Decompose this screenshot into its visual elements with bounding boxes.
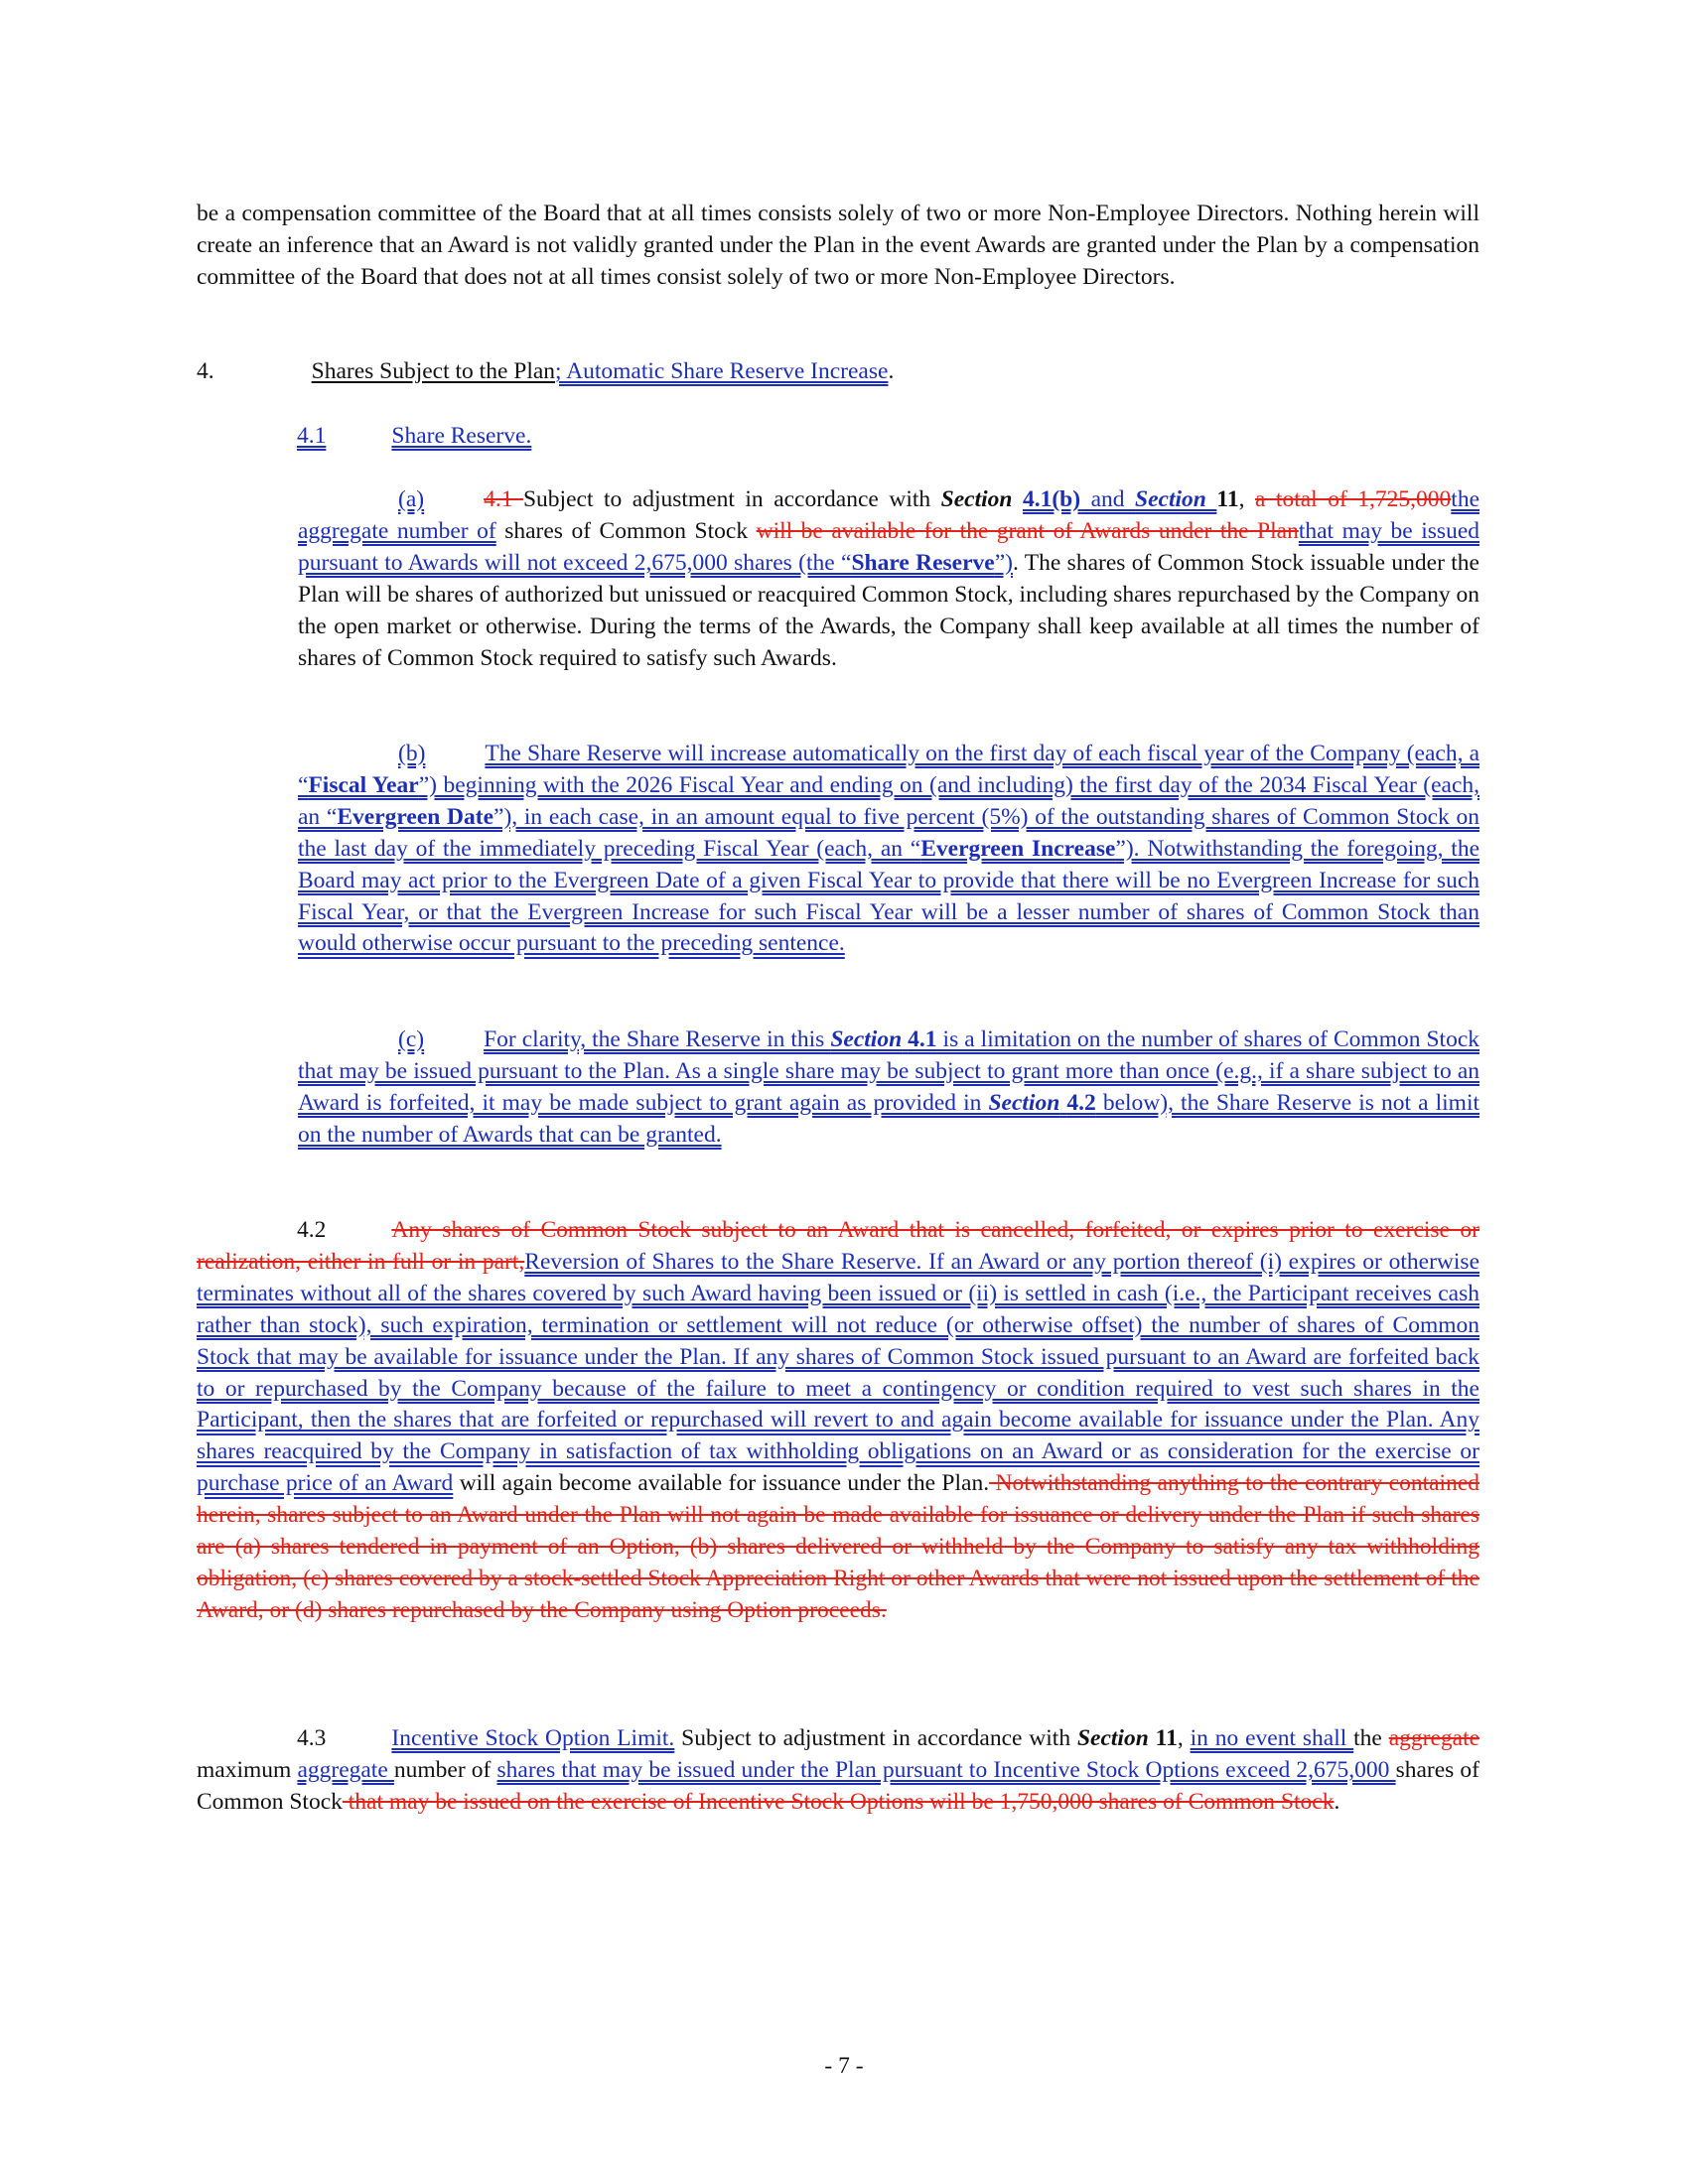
cross-reference-4-1-b: 4.1(b) [1022,486,1081,512]
section-word: Section [830,1026,903,1052]
section-4-1-b [298,739,1479,960]
section-4-1-a-label: (a) [398,486,425,512]
text-run: will again become available for issuance under the Plan. [453,1470,990,1497]
text-run: is a limitation on the number of shares of Common Stock that may be issued pursuant to the Plan. As a single share may be subject to grant more than once (e.g., if a share subject to an Award is forfeited, it may be made subject to grant again as provided in [298,1026,1480,1116]
cross-reference-4-1: 4.1 [908,1026,937,1052]
text-run: maximum [197,1756,298,1783]
inserted-text: ”) [994,549,1013,576]
text-run: number of [393,1756,497,1783]
inserted-text: and [1080,486,1136,512]
deleted-text: will be available for the grant of Awards under the Plan [756,517,1299,544]
inserted-text: shares that may be issued under the Plan pursuant to Incentive Stock Options exceed 2,675,000 [496,1756,1396,1783]
text-run: . [1334,1788,1340,1815]
section-4-heading [197,356,1479,388]
section-4-title-insertion: ; Automatic Share Reserve Increase [555,358,889,384]
intro-text: be a compensation committee of the Board that at all times consists solely of two or more Non-Employee Directors. Nothing herein will create an inference that an Award is not validly granted under the Plan in the event Awards are granted under the Plan by a compensation committee of the Board that does not at all times consist solely of two or more Non-Employee Directors. [197,201,1479,290]
section-4-3 [197,1723,1479,1819]
defined-term-evergreen-date: Evergreen Date [337,803,494,830]
section-4-3-title: Incentive Stock Option Limit. [391,1725,675,1751]
deleted-text: aggregate [1388,1725,1480,1751]
section-4-1-b-label: (b) [398,741,426,766]
section-4-1-heading [197,421,1479,453]
deleted-text: Notwithstanding anything to the contrary contained herein, shares subject to an Award under the Plan will not again be made available for issuance or delivery under the Plan if such shares are (a) shares tendered in payment of an Option, (b) shares delivered or withheld by the Company to satisfy any tax withholding obligation, (c) shares covered by a stock-settled Stock Appreciation Right or other Awards that were not issued upon the settlement of the Award, or (d) shares repurchased by the Company using Option proceeds. [197,1470,1479,1623]
section-word: Section [1076,1725,1149,1751]
text-run: . The shares of Common Stock issuable under the Plan will be shares of authorized but unissued or reacquired Common Stock, including shares repurchased by the Company on the open market or otherwise. During the terms of the Awards, the Company shall keep available at all times the number of shares of Common Stock required to satisfy such Awards. [298,549,1479,671]
inserted-text: the aggregate number of [298,486,1480,544]
section-4-1-a [298,484,1479,674]
text-run: below), the Share Reserve is not a limit on the number of Awards that can be granted. [298,1089,1480,1148]
section-4-1-c [298,1024,1479,1152]
text-run: shares of Common Stock [197,1756,1479,1815]
text-run: , [1177,1725,1191,1751]
text-run: the [1353,1725,1389,1751]
section-word: Section [988,1089,1060,1116]
section-4-1-title: Share Reserve. [391,423,532,449]
inserted-text: Reversion of Shares to the Share Reserve. If an Award or any portion thereof (i) expires or otherwise terminates without all of the shares covered by such Award having been issued or (ii) is settled in cash (i.e., the Participant receives cash rather than stock), such expiration, termination or settlement will not reduce (or otherwise offset) the number of shares of Common Stock that may be available for issuance under the Plan. If any shares of Common Stock issued pursuant to an Award are forfeited back to or repurchased by the Company because of the failure to meet a contingency or condition required to vest such shares in the Participant, then the shares that are forfeited or repurchased will revert to and again become available for issuance under the Plan. Any shares reacquired by the Company in satisfaction of tax withholding obligations on an Award or as consideration for the exercise or purchase price of an Award [197,1248,1479,1497]
defined-term-fiscal-year: Fiscal Year [308,771,419,798]
text-run: ”), in each case, in an amount equal to five percent (5%) of the outstanding shares of Common Stock on the last day of the immediately preceding Fiscal Year (each, an “ [298,803,1479,862]
text-run: For clarity, the Share Reserve in this [484,1026,831,1052]
inserted-text: in no event shall [1190,1725,1354,1751]
text-run: ”). Notwithstanding the foregoing, the Board may act prior to the Evergreen Date of a given Fiscal Year to provide that there will be no Evergreen Increase for such Fiscal Year, or that the Evergreen Increase for such Fiscal Year will be a lesser number of shares of Common Stock than would otherwise occur pursuant to the preceding sentence. [298,835,1479,957]
text-run: , [1238,486,1255,512]
cross-reference-11: 11 [1216,486,1239,512]
deleted-text: Any shares of Common Stock subject to an Award that is cancelled, forfeited, or expires prior to exercise or realization, either in full or in part, [197,1217,1479,1275]
section-4-1-c-label: (c) [398,1026,425,1052]
section-4-1-number: 4.1 [297,423,327,449]
text-run: Subject to adjustment in accordance with [522,486,941,512]
text-run: shares of Common Stock [495,517,757,544]
section-4-title: Shares Subject to the Plan [311,358,556,384]
text-run: The Share Reserve will increase automatically on the first day of each fiscal year of the Company (each, a “ [298,741,1479,798]
cross-reference-11: 11 [1155,1725,1178,1751]
section-word: Section [940,486,1013,512]
section-4-3-number: 4.3 [297,1725,327,1751]
intro-paragraph [197,199,1479,294]
section-4-title-period: . [888,358,895,384]
page-number: - 7 - [824,2053,864,2079]
defined-term-evergreen-increase: Evergreen Increase [920,835,1116,862]
section-4-number: 4. [197,358,214,384]
deleted-section-number: 4.1 [484,486,523,512]
section-4-2-number: 4.2 [297,1217,327,1243]
text-run: Subject to adjustment in accordance with [674,1725,1077,1751]
inserted-text: aggregate [297,1756,394,1783]
section-4-2 [197,1215,1479,1627]
defined-term-share-reserve: Share Reserve [851,549,995,576]
cross-reference-4-2: 4.2 [1066,1089,1096,1116]
deleted-text: that may be issued on the exercise of Incentive Stock Options will be 1,750,000 shares of Common Stock [342,1788,1335,1815]
inserted-text: that may be issued pursuant to Awards will not exceed 2,675,000 shares (the “ [298,517,1480,576]
text-run: ”) beginning with the 2026 Fiscal Year and ending on (and including) the first day of the 2034 Fiscal Year (each, an “ [298,771,1479,830]
inserted-section-word: Section [1135,486,1217,512]
deleted-text: a total of 1,725,000 [1254,486,1452,512]
